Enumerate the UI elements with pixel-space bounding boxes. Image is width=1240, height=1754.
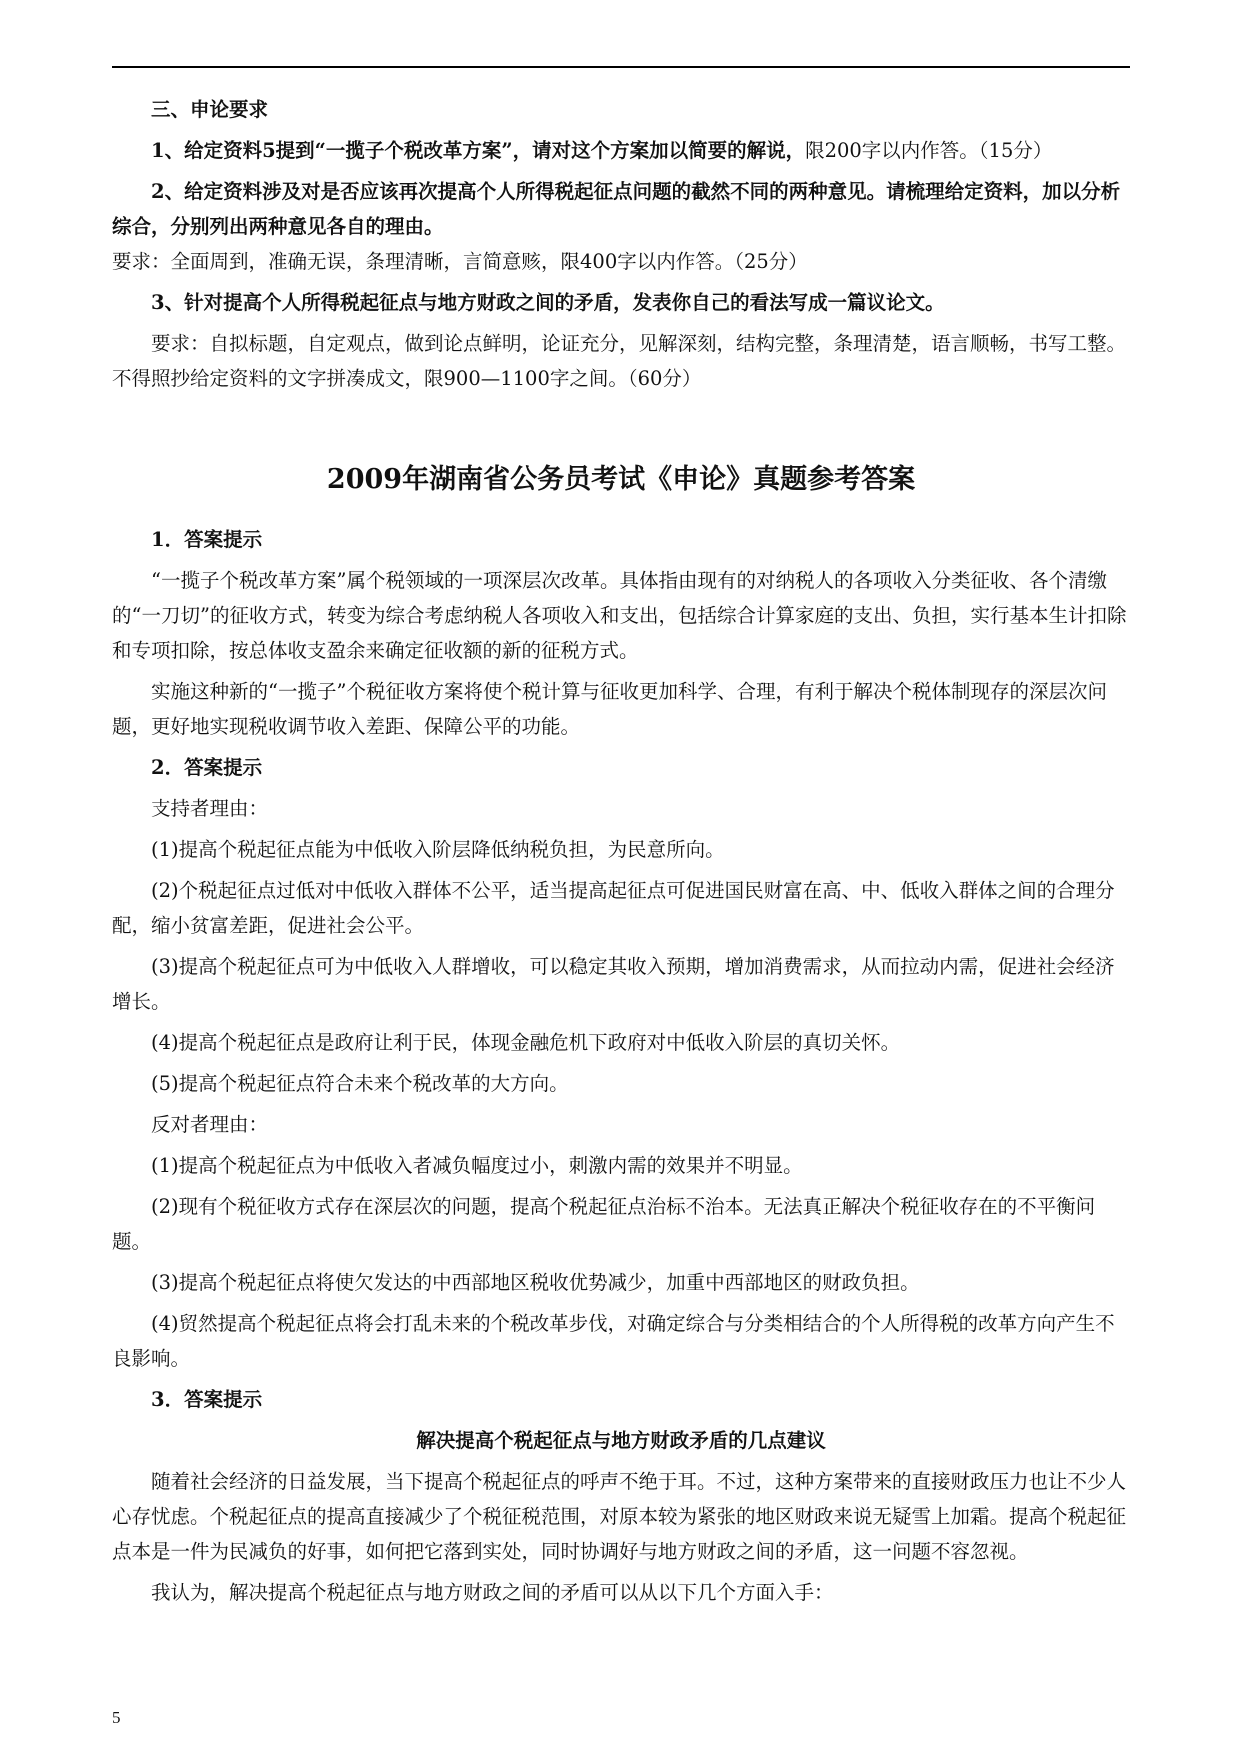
header-rule: [112, 66, 1130, 68]
oppose-reason: (4)贸然提高个税起征点将会打乱未来的个税改革步伐，对确定综合与分类相结合的个人所得税的改革方向产生不良影响。: [112, 1312, 1115, 1370]
support-reason: (1)提高个税起征点能为中低收入阶层降低纳税负担，为民意所向。: [151, 838, 725, 861]
page-content: [112, 92, 1130, 1610]
question-1-prompt: 1、给定资料5提到“一揽子个税改革方案”，请对这个方案加以简要的解说，: [151, 139, 806, 162]
answer-1-heading: 1．答案提示: [151, 528, 263, 551]
section-heading: 三、申论要求: [151, 98, 269, 121]
answers-title: 2009年湖南省公务员考试《申论》真题参考答案: [326, 464, 916, 495]
oppose-reason: (3)提高个税起征点将使欠发达的中西部地区税收优势减少，加重中西部地区的财政负担。: [151, 1271, 920, 1294]
essay-title: 解决提高个税起征点与地方财政矛盾的几点建议: [416, 1429, 826, 1452]
support-reason: (2)个税起征点过低对中低收入群体不公平，适当提高起征点可促进国民财富在高、中、低收入群体之间的合理分配，缩小贫富差距，促进社会公平。: [112, 879, 1115, 937]
answer-1-paragraph: 实施这种新的“一揽子”个税征收方案将使个税计算与征收更加科学、合理，有利于解决个税体制现存的深层次问题，更好地实现税收调节收入差距、保障公平的功能。: [112, 680, 1107, 738]
oppose-reason: (1)提高个税起征点为中低收入者减负幅度过小，刺激内需的效果并不明显。: [151, 1154, 803, 1177]
answer-3-heading: 3．答案提示: [151, 1388, 263, 1411]
question-2: 2、给定资料涉及对是否应该再次提高个人所得税起征点问题的截然不同的两种意见。请梳理给定资料，加以分析综合，分别列出两种意见各自的理由。: [112, 180, 1121, 238]
question-3-requirement: 要求：自拟标题，自定观点，做到论点鲜明，论证充分，见解深刻，结构完整，条理清楚，语言顺畅，书写工整。不得照抄给定资料的文字拼凑成文，限900—1100字之间。（60分）: [112, 332, 1127, 390]
oppose-reason: (2)现有个税征收方式存在深层次的问题，提高个税起征点治标不治本。无法真正解决个税征收存在的不平衡问题。: [112, 1195, 1096, 1253]
support-label: 支持者理由：: [151, 797, 269, 820]
support-reason: (3)提高个税起征点可为中低收入人群增收，可以稳定其收入预期，增加消费需求，从而拉动内需，促进社会经济增长。: [112, 955, 1115, 1013]
question-2-requirement: 要求：全面周到，准确无误，条理清晰，言简意赅，限400字以内作答。（25分）: [112, 250, 808, 273]
essay-paragraph: 我认为，解决提高个税起征点与地方财政之间的矛盾可以从以下几个方面入手：: [151, 1581, 834, 1604]
oppose-label: 反对者理由：: [151, 1113, 269, 1136]
question-1-limit: 限200字以内作答。（15分）: [805, 139, 1053, 162]
support-reason: (5)提高个税起征点符合未来个税改革的大方向。: [151, 1072, 569, 1095]
question-3: 3、针对提高个人所得税起征点与地方财政之间的矛盾，发表你自己的看法写成一篇议论文。: [151, 291, 945, 314]
answer-1-paragraph: “一揽子个税改革方案”属个税领域的一项深层次改革。具体指由现有的对纳税人的各项收入分类征收、各个清缴的“一刀切”的征收方式，转变为综合考虑纳税人各项收入和支出，包括综合计算家庭的支出、负担，实行基本生计扣除和专项扣除，按总体收支盈余来确定征收额的新的征税方式。: [112, 569, 1127, 662]
essay-paragraph: 随着社会经济的日益发展，当下提高个税起征点的呼声不绝于耳。不过，这种方案带来的直接财政压力也让不少人心存忧虑。个税起征点的提高直接减少了个税征税范围，对原本较为紧张的地区财政来说无疑雪上加霜。提高个税起征点本是一件为民减负的好事，如何把它落到实处，同时协调好与地方财政之间的矛盾，这一问题不容忽视。: [112, 1470, 1127, 1563]
question-1: [112, 133, 1130, 168]
answer-2-heading: 2．答案提示: [151, 756, 263, 779]
support-reason: (4)提高个税起征点是政府让利于民，体现金融危机下政府对中低收入阶层的真切关怀。: [151, 1031, 901, 1054]
page-number: 5: [112, 1708, 121, 1727]
